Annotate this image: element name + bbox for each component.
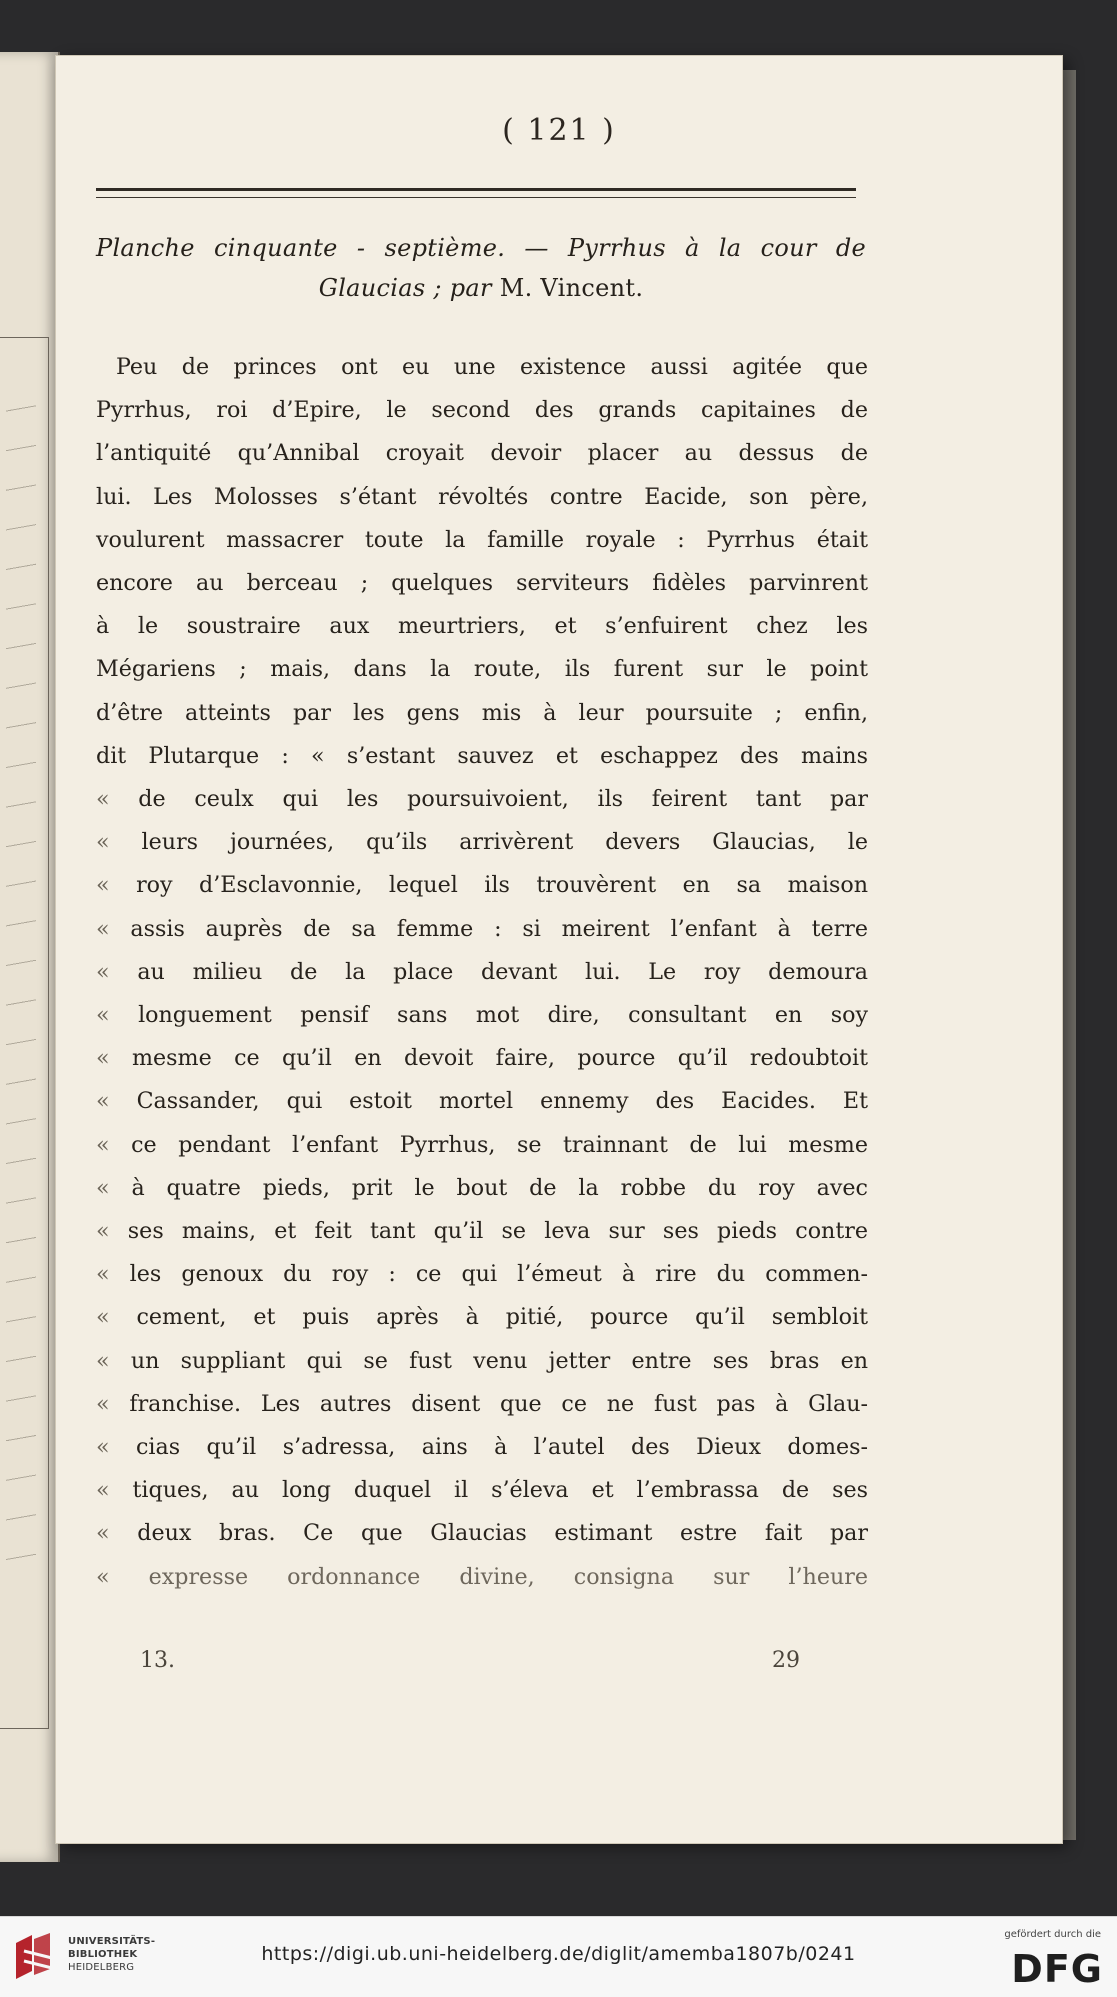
quotation-mark: «: [96, 1002, 110, 1029]
line-text: d’être atteints par les gens mis à leur poursuite ; enfin,: [96, 699, 868, 726]
line-text: l’antiquité qu’Annibal croyait devoir placer au dessus de: [96, 440, 868, 467]
viewer-footer: [0, 1916, 1117, 1997]
line-text: un suppliant qui se fust venu jetter entre ses bras en: [130, 1347, 868, 1374]
text-line: [96, 1296, 868, 1339]
quotation-mark: «: [96, 1174, 110, 1201]
line-text: roy d’Esclavonnie, lequel ils trouvèrent en sa maison: [136, 872, 868, 899]
page-shadow: [1062, 70, 1076, 1840]
text-line: [96, 1556, 868, 1599]
header-rule-thin: [96, 197, 856, 198]
quotation-mark: «: [96, 1131, 110, 1158]
signature-mark: 13.: [140, 1648, 175, 1673]
text-line: [96, 908, 868, 951]
line-text: ses mains, et feit tant qu’il se leva sur ses pieds contre: [127, 1218, 868, 1245]
signature-line: [140, 1648, 800, 1673]
line-text: encore au berceau ; quelques serviteurs fidèles parvinrent: [96, 570, 868, 597]
line-text: franchise. Les autres disent que ce ne fust pas à Glau-: [129, 1390, 868, 1417]
text-line: [96, 648, 868, 691]
permalink-url[interactable]: https://digi.ub.uni-heidelberg.de/diglit/amemba1807b/0241: [261, 1943, 856, 1965]
quotation-mark: «: [96, 1218, 110, 1245]
library-name-line-3: HEIDELBERG: [68, 1962, 135, 1973]
text-line: [96, 735, 868, 778]
text-line: [96, 1210, 868, 1253]
text-line: [96, 1253, 868, 1296]
text-line: [96, 1426, 868, 1469]
line-text: leurs journées, qu’ils arrivèrent devers Glaucias, le: [141, 829, 868, 856]
text-line: [96, 562, 868, 605]
quotation-mark: «: [96, 1477, 110, 1504]
line-text: Cassander, qui estoit mortel ennemy des Eacides. Et: [136, 1088, 868, 1115]
line-text: cement, et puis après à pitié, pource qu’il sembloit: [136, 1304, 868, 1331]
text-line: [96, 1512, 868, 1555]
line-text: voulurent massacrer toute la famille royale : Pyrrhus était: [96, 526, 868, 553]
heading-line-2: [96, 268, 866, 308]
line-text: au milieu de la place devant lui. Le roy demoura: [137, 958, 868, 985]
heading-author: M. Vincent.: [499, 274, 644, 302]
text-line: [96, 994, 868, 1037]
quotation-mark: «: [96, 1347, 110, 1374]
line-text: deux bras. Ce que Glaucias estimant estre fait par: [137, 1520, 868, 1547]
heading-line-1: Planche cinquante - septième. — Pyrrhus à la cour de: [96, 234, 866, 262]
header-rule: [96, 188, 856, 191]
line-text: tiques, au long duquel il s’éleva et l’embrassa de ses: [132, 1477, 868, 1504]
line-text: Mégariens ; mais, dans la route, ils furent sur le point: [96, 656, 868, 683]
book-page: [56, 56, 1062, 1843]
quotation-mark: «: [96, 786, 110, 813]
line-text: ce pendant l’enfant Pyrrhus, se trainnant de lui mesme: [131, 1131, 868, 1158]
line-text: lui. Les Molosses s’étant révoltés contre Eacide, son père,: [96, 483, 868, 510]
text-line: [96, 432, 868, 475]
quotation-mark: «: [96, 1088, 110, 1115]
text-line: [96, 1037, 868, 1080]
text-line: [96, 1383, 868, 1426]
quotation-mark: «: [96, 915, 110, 942]
quotation-mark: «: [96, 829, 110, 856]
quotation-mark: «: [96, 1390, 110, 1417]
line-text: Peu de princes ont eu une existence aussi agitée que: [116, 354, 868, 380]
line-text: assis auprès de sa femme : si meirent l’enfant à terre: [130, 915, 868, 942]
funding-note: gefördert durch die: [1004, 1929, 1101, 1940]
text-line: [96, 346, 868, 389]
plate-heading: [96, 228, 866, 308]
line-text: expresse ordonnance divine, consigna sur l’heure: [148, 1563, 868, 1590]
quotation-mark: «: [96, 1304, 110, 1331]
line-text: dit Plutarque : « s’estant sauvez et eschappez des mains: [96, 742, 868, 769]
dfg-logo: DFG: [1011, 1947, 1103, 1991]
text-line: [96, 821, 868, 864]
line-text: à le soustraire aux meurtriers, et s’enfuirent chez les: [96, 613, 868, 640]
text-line: [96, 778, 868, 821]
text-line: [96, 389, 868, 432]
body-text: [96, 346, 868, 1599]
text-line: [96, 951, 868, 994]
quotation-mark: «: [96, 1434, 110, 1461]
text-line: [96, 605, 868, 648]
quotation-mark: «: [96, 1520, 110, 1547]
text-line: [96, 1080, 868, 1123]
sheet-number: 29: [772, 1648, 800, 1673]
text-line: [96, 1167, 868, 1210]
quotation-mark: «: [96, 958, 110, 985]
previous-page-edge: [0, 52, 60, 1862]
library-name-line-1: UNIVERSITÄTS-: [68, 1936, 156, 1947]
text-line: [96, 476, 868, 519]
line-text: mesme ce qu’il en devoit faire, pource qu’il redoubtoit: [131, 1045, 868, 1072]
text-line: [96, 864, 868, 907]
library-name-line-2: BIBLIOTHEK: [68, 1949, 138, 1960]
line-text: Pyrrhus, roi d’Epire, le second des grands capitaines de: [96, 397, 868, 424]
line-text: longuement pensif sans mot dire, consultant en soy: [138, 1002, 868, 1029]
text-line: [96, 1340, 868, 1383]
text-line: [96, 519, 868, 562]
quotation-mark: «: [96, 1261, 110, 1288]
line-text: cias qu’il s’adressa, ains à l’autel des Dieux domes-: [136, 1434, 868, 1461]
text-line: [96, 1124, 868, 1167]
line-text: les genoux du roy : ce qui l’émeut à rire du commen-: [129, 1261, 868, 1288]
text-line: [96, 692, 868, 735]
quotation-mark: «: [96, 872, 110, 899]
quotation-mark: «: [96, 1563, 110, 1590]
line-text: à quatre pieds, prit le bout de la robbe du roy avec: [131, 1174, 868, 1201]
page-number: ( 121 ): [502, 113, 616, 148]
engraving-fragment: [6, 372, 36, 1572]
quotation-mark: «: [96, 1045, 110, 1072]
line-text: de ceulx qui les poursuivoient, ils feirent tant par: [138, 786, 868, 813]
text-line: [96, 1469, 868, 1512]
heading-line-2-italic: Glaucias ; par: [318, 274, 492, 302]
